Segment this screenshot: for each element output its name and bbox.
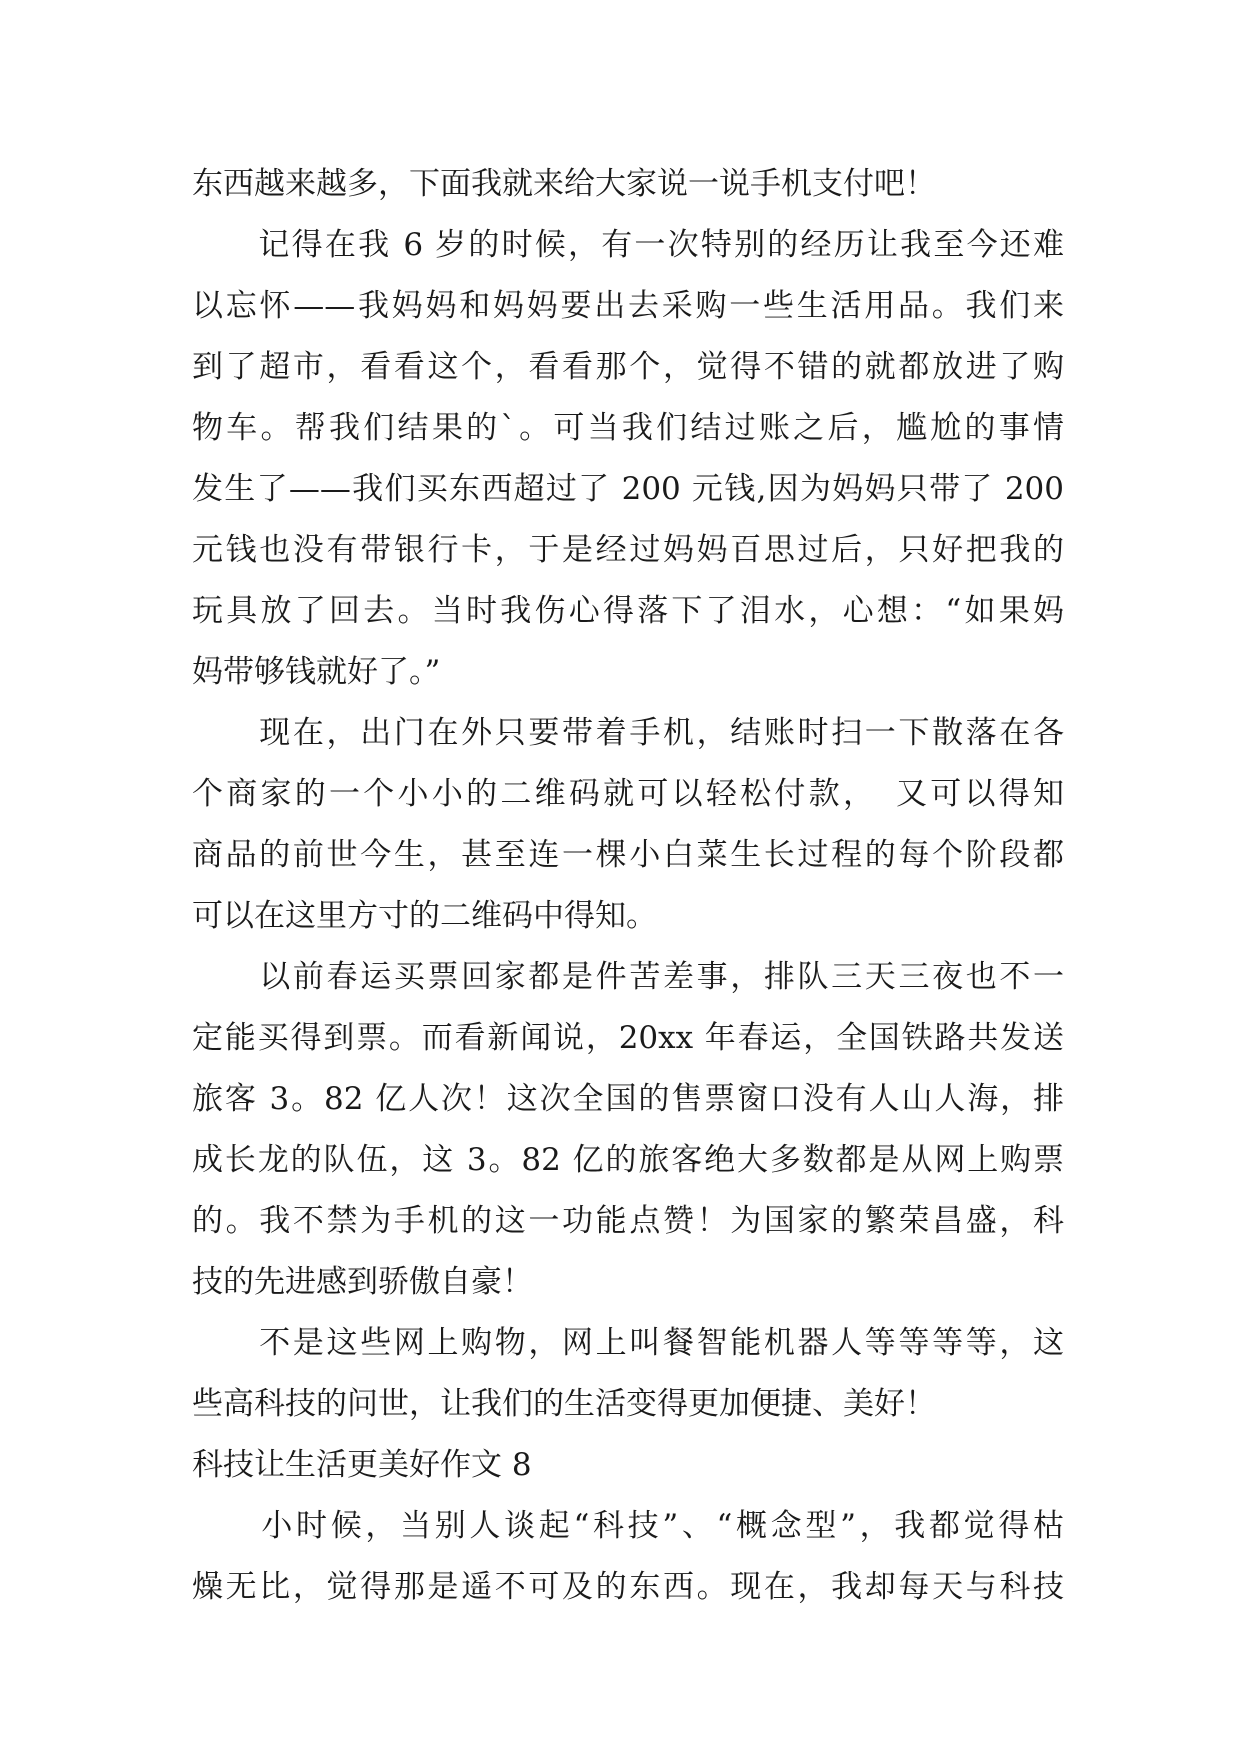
text-line: 定能买得到票。而看新闻说，20xx 年春运，全国铁路共发送 [192, 1020, 1064, 1056]
text-line: 东西越来越多，下面我就来给大家说一说手机支付吧！ [192, 166, 936, 202]
text-line: 玩具放了回去。当时我伤心得落下了泪水，心想：“如果妈 [192, 593, 1064, 629]
text-line: 成长龙的队伍，这 3。82 亿的旅客绝大多数都是从网上购票 [192, 1142, 1064, 1178]
text-line: 元钱也没有带银行卡，于是经过妈妈百思过后，只好把我的 [192, 532, 1064, 568]
text-line: 个商家的一个小小的二维码就可以轻松付款， 又可以得知 [192, 776, 1064, 812]
text-line: 不是这些网上购物，网上叫餐智能机器人等等等等，这 [192, 1325, 1064, 1361]
text-line: 妈带够钱就好了。” [192, 654, 441, 690]
text-line: 到了超市，看看这个，看看那个，觉得不错的就都放进了购 [192, 349, 1064, 385]
text-line: 技的先进感到骄傲自豪！ [192, 1264, 533, 1300]
text-line: 旅客 3。82 亿人次！这次全国的售票窗口没有人山人海，排 [192, 1081, 1064, 1117]
text-line: 可以在这里方寸的二维码中得知。 [192, 898, 657, 934]
text-line: 以忘怀——我妈妈和妈妈要出去采购一些生活用品。我们来 [192, 288, 1064, 324]
text-line: 现在，出门在外只要带着手机，结账时扫一下散落在各 [192, 715, 1064, 751]
text-line: 的。我不禁为手机的这一功能点赞！为国家的繁荣昌盛，科 [192, 1203, 1064, 1239]
text-line: 记得在我 6 岁的时候，有一次特别的经历让我至今还难 [192, 227, 1064, 263]
text-line: 些高科技的问世，让我们的生活变得更加便捷、美好！ [192, 1386, 936, 1422]
text-line: 发生了——我们买东西超过了 200 元钱,因为妈妈只带了 200 [192, 471, 1064, 507]
text-line: 商品的前世今生，甚至连一棵小白菜生长过程的每个阶段都 [192, 837, 1064, 873]
section-heading: 科技让生活更美好作文 8 [192, 1447, 532, 1483]
text-line: 小时候，当别人谈起“科技”、“概念型”，我都觉得枯 [192, 1508, 1064, 1544]
text-line: 物车。帮我们结果的`。可当我们结过账之后，尴尬的事情 [192, 410, 1064, 446]
text-line: 燥无比，觉得那是遥不可及的东西。现在，我却每天与科技 [192, 1569, 1064, 1605]
document-body [192, 154, 1064, 1618]
text-line: 以前春运买票回家都是件苦差事，排队三天三夜也不一 [192, 959, 1064, 995]
